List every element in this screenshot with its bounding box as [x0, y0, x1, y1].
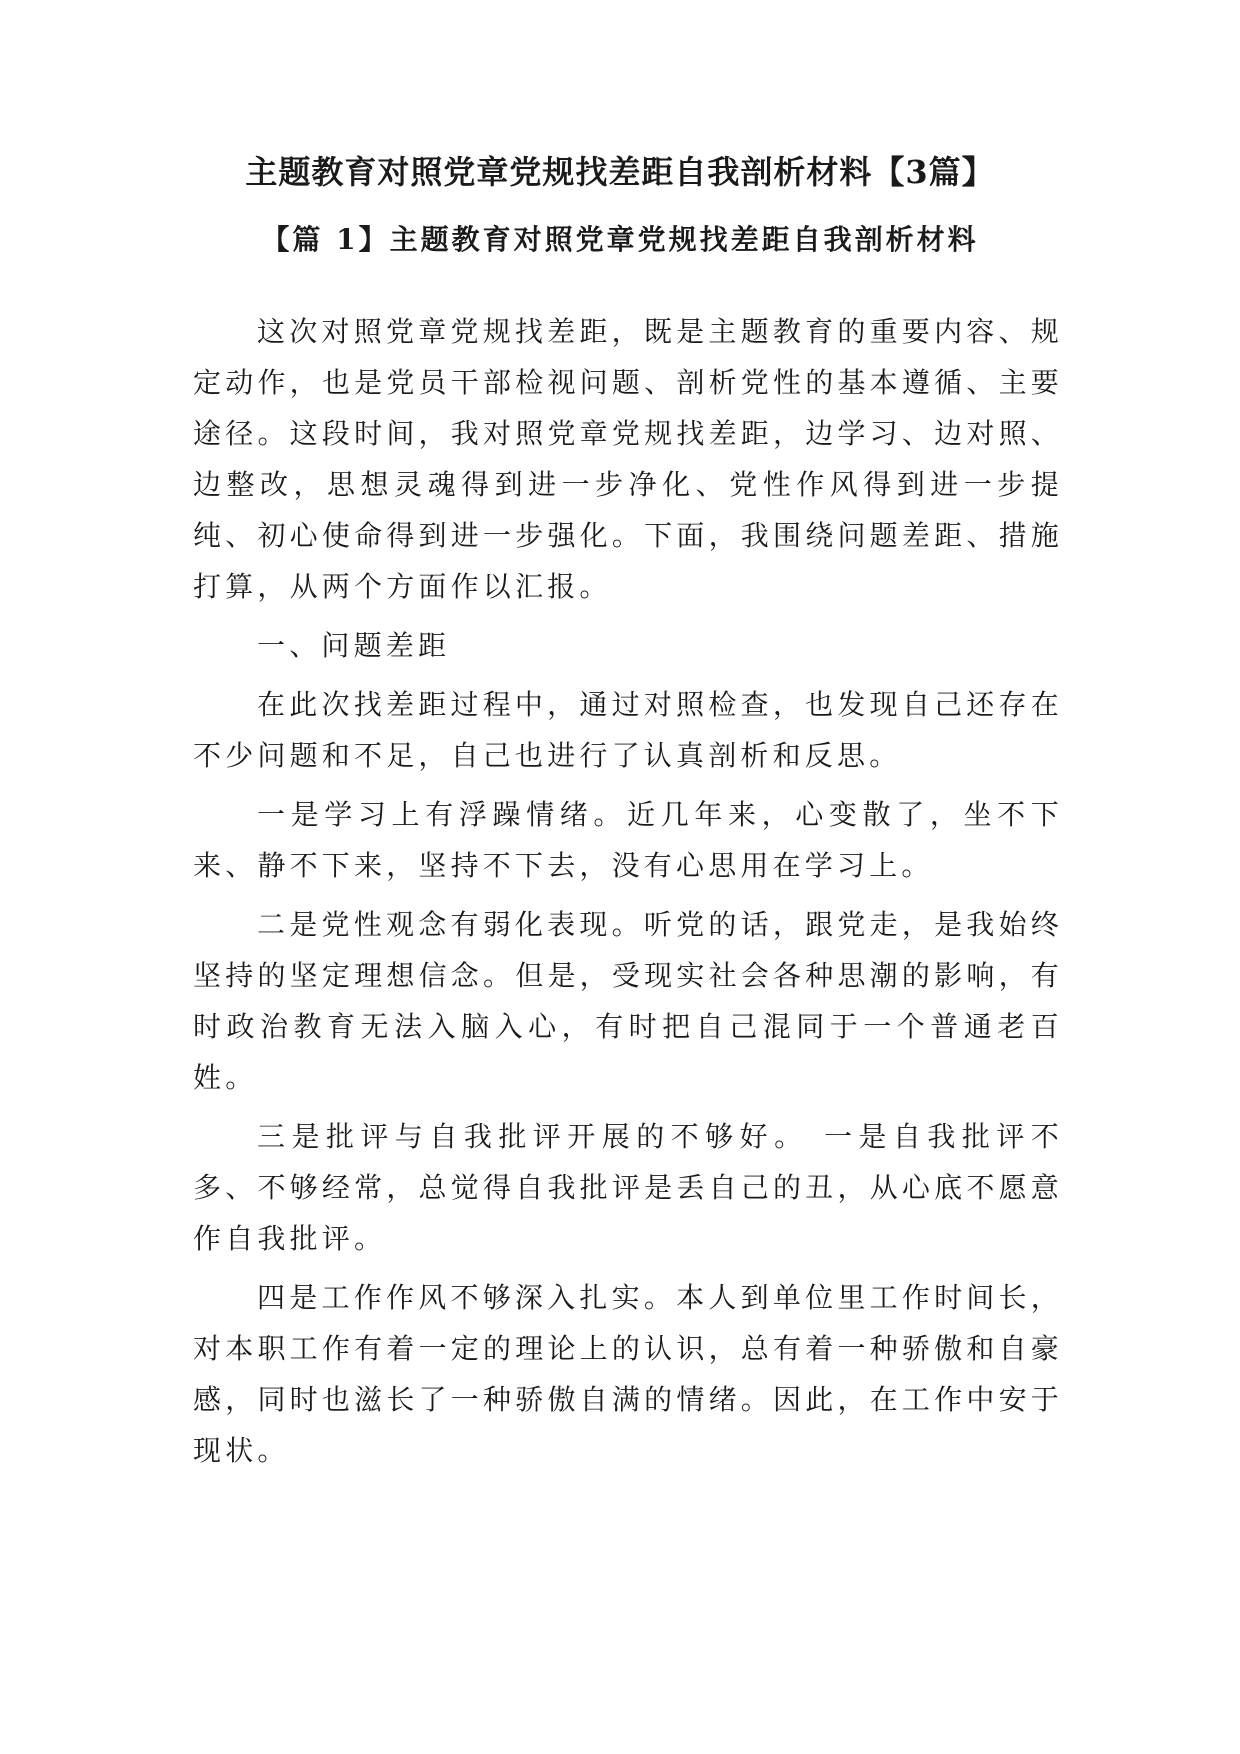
- section-heading: 一、问题差距: [257, 629, 451, 662]
- intro-paragraph: 这次对照党章党规找差距，既是主题教育的重要内容、规定动作，也是党员干部检视问题、剖析党性的基本遵循、主要途径。这段时间，我对照党章党规找差距，边学习、边对照、边整改，思想灵魂得到进一步净化、党性作风得到进一步提纯、初心使命得到进一步强化。下面，我围绕问题差距、措施打算，从两个方面作以汇报。: [193, 315, 1063, 603]
- body-paragraph: 三是批评与自我批评开展的不够好。 一是自我批评不多、不够经常，总觉得自我批评是丢自己的丑，从心底不愿意作自我批评。: [193, 1120, 1063, 1255]
- body-paragraph: 二是党性观念有弱化表现。听党的话，跟党走，是我始终坚持的坚定理想信念。但是，受现实社会各种思潮的影响，有时政治教育无法入脑入心，有时把自己混同于一个普通老百姓。: [193, 908, 1063, 1094]
- document-title: 主题教育对照党章党规找差距自我剖析材料【3篇】: [245, 153, 995, 191]
- body-paragraph: 四是工作作风不够深入扎实。本人到单位里工作时间长，对本职工作有着一定的理论上的认识，总有着一种骄傲和自豪感，同时也滋长了一种骄傲自满的情绪。因此，在工作中安于现状。: [193, 1281, 1063, 1467]
- section-subtitle: 【篇 1】主题教育对照党章党规找差距自我剖析材料: [261, 223, 979, 256]
- document-body: [193, 306, 1063, 1476]
- body-paragraph: 在此次找差距过程中，通过对照检查，也发现自己还存在不少问题和不足，自己也进行了认真剖析和反思。: [193, 688, 1063, 772]
- body-paragraph: 一是学习上有浮躁情绪。近几年来，心变散了，坐不下来、静不下来，坚持不下去，没有心思用在学习上。: [193, 798, 1063, 882]
